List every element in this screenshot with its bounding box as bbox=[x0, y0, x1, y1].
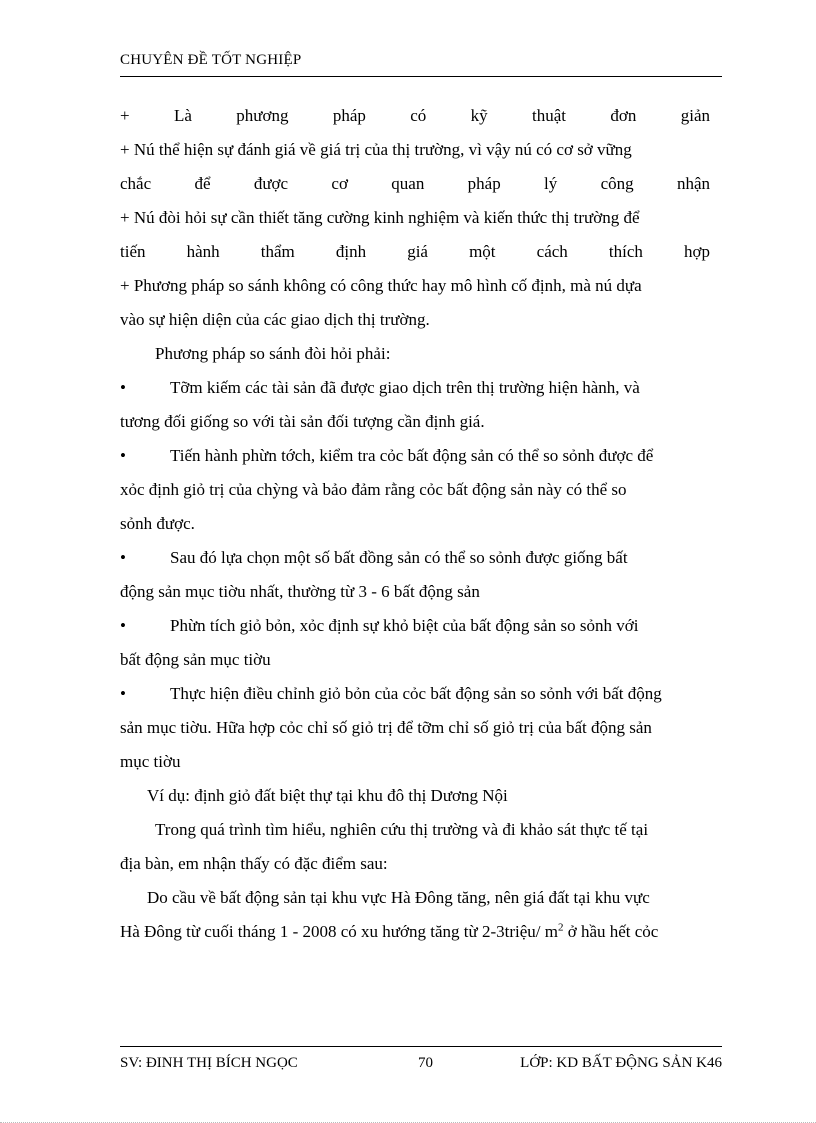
text-line: Trong quá trình tìm hiểu, nghiên cứu thị trường và đi khảo sát thực tế tại bbox=[155, 820, 649, 839]
bullet-item bbox=[120, 609, 710, 643]
text-line: + Nú đòi hỏi sự cần thiết tăng cường kinh nghiệm và kiến thức thị trường để bbox=[120, 208, 640, 227]
text-line: Do cầu về bất động sản tại khu vực Hà Đông tăng, nên giá đất tại khu vực bbox=[147, 888, 650, 907]
text-line: vào sự hiện diện của các giao dịch thị trường. bbox=[120, 310, 430, 329]
text-line: + Nú thể hiện sự đánh giá về giá trị của thị trường, vì vậy nú có cơ sở vững bbox=[120, 140, 632, 159]
text-line: động sản mục tiờu nhất, thường từ 3 - 6 bất động sản bbox=[120, 582, 480, 601]
bullet-text: Phừn tích giỏ bỏn, xỏc định sự khỏ biệt của bất động sản so sỏnh với bbox=[170, 616, 639, 635]
page-number: 70 bbox=[418, 1055, 433, 1071]
text-line: + Phương pháp so sánh không có công thức hay mô hình cố định, mà nú dựa bbox=[120, 276, 642, 295]
bullet-icon: • bbox=[120, 616, 126, 635]
bullet-icon: • bbox=[120, 684, 126, 703]
bullet-text: Sau đó lựa chọn một số bất đồng sản có thể so sỏnh được giống bất bbox=[170, 548, 628, 567]
text-line: tiến hành thẩm định giá một cách thích hợp bbox=[120, 242, 710, 261]
footer-student-name: SV: ĐINH THỊ BÍCH NGỌC bbox=[120, 1055, 298, 1071]
header-title: CHUYÊN ĐỀ TỐT NGHIỆP bbox=[120, 52, 302, 68]
text-line: tương đối giống so với tài sản đối tượng cần định giá. bbox=[120, 412, 485, 431]
bullet-text: Tỡm kiếm các tài sản đã được giao dịch trên thị trường hiện hành, và bbox=[170, 378, 640, 397]
text-line: + Là phương pháp có kỹ thuật đơn giản bbox=[120, 106, 710, 125]
bullet-item bbox=[120, 541, 710, 575]
bullet-item bbox=[120, 371, 710, 405]
text-line: bất động sản mục tiờu bbox=[120, 650, 271, 669]
bullet-icon: • bbox=[120, 446, 126, 465]
bullet-text: Tiến hành phừn tớch, kiểm tra cỏc bất động sản có thể so sỏnh được để bbox=[170, 446, 654, 465]
document-body bbox=[120, 99, 710, 949]
bullet-item bbox=[120, 677, 710, 711]
bullet-text: Thực hiện điều chỉnh giỏ bỏn của cỏc bất động sản so sỏnh với bất động bbox=[170, 684, 662, 703]
bullet-icon: • bbox=[120, 378, 126, 397]
footer-bar bbox=[120, 1055, 722, 1075]
text-line: mục tiờu bbox=[120, 752, 181, 771]
bullet-item bbox=[120, 439, 710, 473]
footer-rule bbox=[120, 1046, 722, 1047]
text-fragment: ở hầu hết cỏc bbox=[563, 922, 659, 941]
text-line: xỏc định giỏ trị của chỳng và bảo đảm rằng cỏc bất động sản này có thể so bbox=[120, 480, 627, 499]
text-line: sỏnh được. bbox=[120, 514, 195, 533]
text-line: Phương pháp so sánh đòi hỏi phải: bbox=[155, 344, 391, 363]
bullet-icon: • bbox=[120, 548, 126, 567]
text-line: Ví dụ: định giỏ đất biệt thự tại khu đô thị Dương Nội bbox=[147, 786, 508, 805]
text-line bbox=[120, 915, 710, 949]
text-line: địa bàn, em nhận thấy có đặc điểm sau: bbox=[120, 854, 388, 873]
footer-class-name: LỚP: KD BẤT ĐỘNG SẢN K46 bbox=[520, 1055, 722, 1071]
text-fragment: Hà Đông từ cuối tháng 1 - 2008 có xu hướng tăng từ 2-3triệu/ m bbox=[120, 922, 558, 941]
text-line: chắc để được cơ quan pháp lý công nhận bbox=[120, 174, 710, 193]
header-rule bbox=[120, 76, 722, 77]
text-line: sản mục tiờu. Hữa hợp cỏc chỉ số giỏ trị để tỡm chỉ số giỏ trị của bất động sản bbox=[120, 718, 652, 737]
superscript: 2 bbox=[557, 921, 564, 934]
